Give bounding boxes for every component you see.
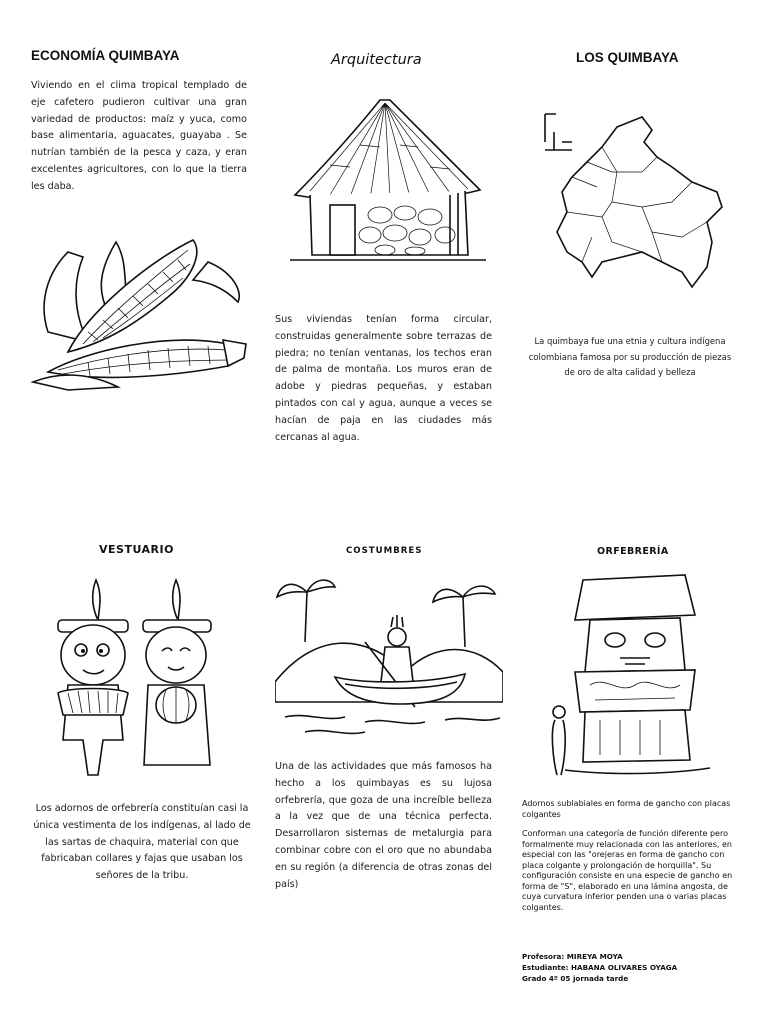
arquitectura-title: Arquitectura bbox=[331, 52, 422, 68]
costumbres-title: COSTUMBRES bbox=[346, 546, 423, 556]
credit-grade: Grado 4º 05 jornada tarde bbox=[522, 974, 629, 983]
quimbaya-text: La quimbaya fue una etnia y cultura indígena colombiana famosa por su producción de piezas de oro de alta calidad y belleza bbox=[528, 336, 732, 377]
orfebreria-intro: Adornos sublabiales en forma de gancho con placas colgantes bbox=[522, 799, 731, 819]
costumbres-text: Una de las actividades que más famosos ha hecho a los quimbayas es su lujosa orfebrería, que goza de una increíble belleza a la vez que de una técnica perfecta. Desarrollaron sistemas de metalurgia para combinar cobre con el oro que no abundaba en su región (a diferencia de otras zonas del país) bbox=[275, 761, 492, 890]
thatched-hut-drawing bbox=[290, 95, 486, 265]
colombia-map-drawing bbox=[542, 112, 732, 292]
quimbaya-title: LOS QUIMBAYA bbox=[576, 50, 679, 65]
vestuario-title: VESTUARIO bbox=[99, 543, 174, 556]
stone-statue-drawing bbox=[545, 570, 715, 780]
orfebreria-title: ORFEBRERÍA bbox=[597, 546, 669, 557]
indigenous-children-drawing bbox=[48, 575, 216, 780]
corn-cobs-drawing bbox=[28, 232, 250, 394]
orfebreria-text: Conforman una categoría de función diferente pero formalmente muy relacionada con las anteriores, en especial con las "orejeras en forma de gancho con placa colgante y prolongación de horquilla". Su configuración consiste en una especie de gancho en forma de "S", elaborado en una lámina angosta, de cuya curvatura inferior penden una o varias placas colgantes. bbox=[522, 829, 733, 912]
economia-title: ECONOMÍA QUIMBAYA bbox=[31, 48, 180, 63]
credit-teacher: Profesora: MIREYA MOYA bbox=[522, 952, 623, 961]
credit-student: Estudiante: HABANA OLIVARES OYAGA bbox=[522, 963, 678, 972]
canoe-river-drawing bbox=[275, 572, 503, 740]
economia-text: Viviendo en el clima tropical templado de eje cafetero pudieron cultivar una gran variedad de productos: maíz y yuca, como base alimentaria, aguacates, guayaba . Se nutrían también de la pesca y caza, y eran excelentes agricultores, con lo que la tierra les daba. bbox=[31, 80, 247, 192]
credits bbox=[522, 951, 677, 984]
arquitectura-text: Sus viviendas tenían forma circular, construidas generalmente sobre terrazas de piedra; no tenían ventanas, los techos eran de palma de montaña. Los muros eran de adobe y piedras pequeñas, y estaban pintados con cal y agua, aunque a veces se hacían de paja en las ciudades más cercanas al agua. bbox=[275, 314, 492, 443]
vestuario-text: Los adornos de orfebrería constituían casi la única vestimenta de los indígenas, al lado de las sartas de chaquira, material con que fabricaban collares y fajas que usaban los señores de la tribu. bbox=[33, 803, 251, 882]
